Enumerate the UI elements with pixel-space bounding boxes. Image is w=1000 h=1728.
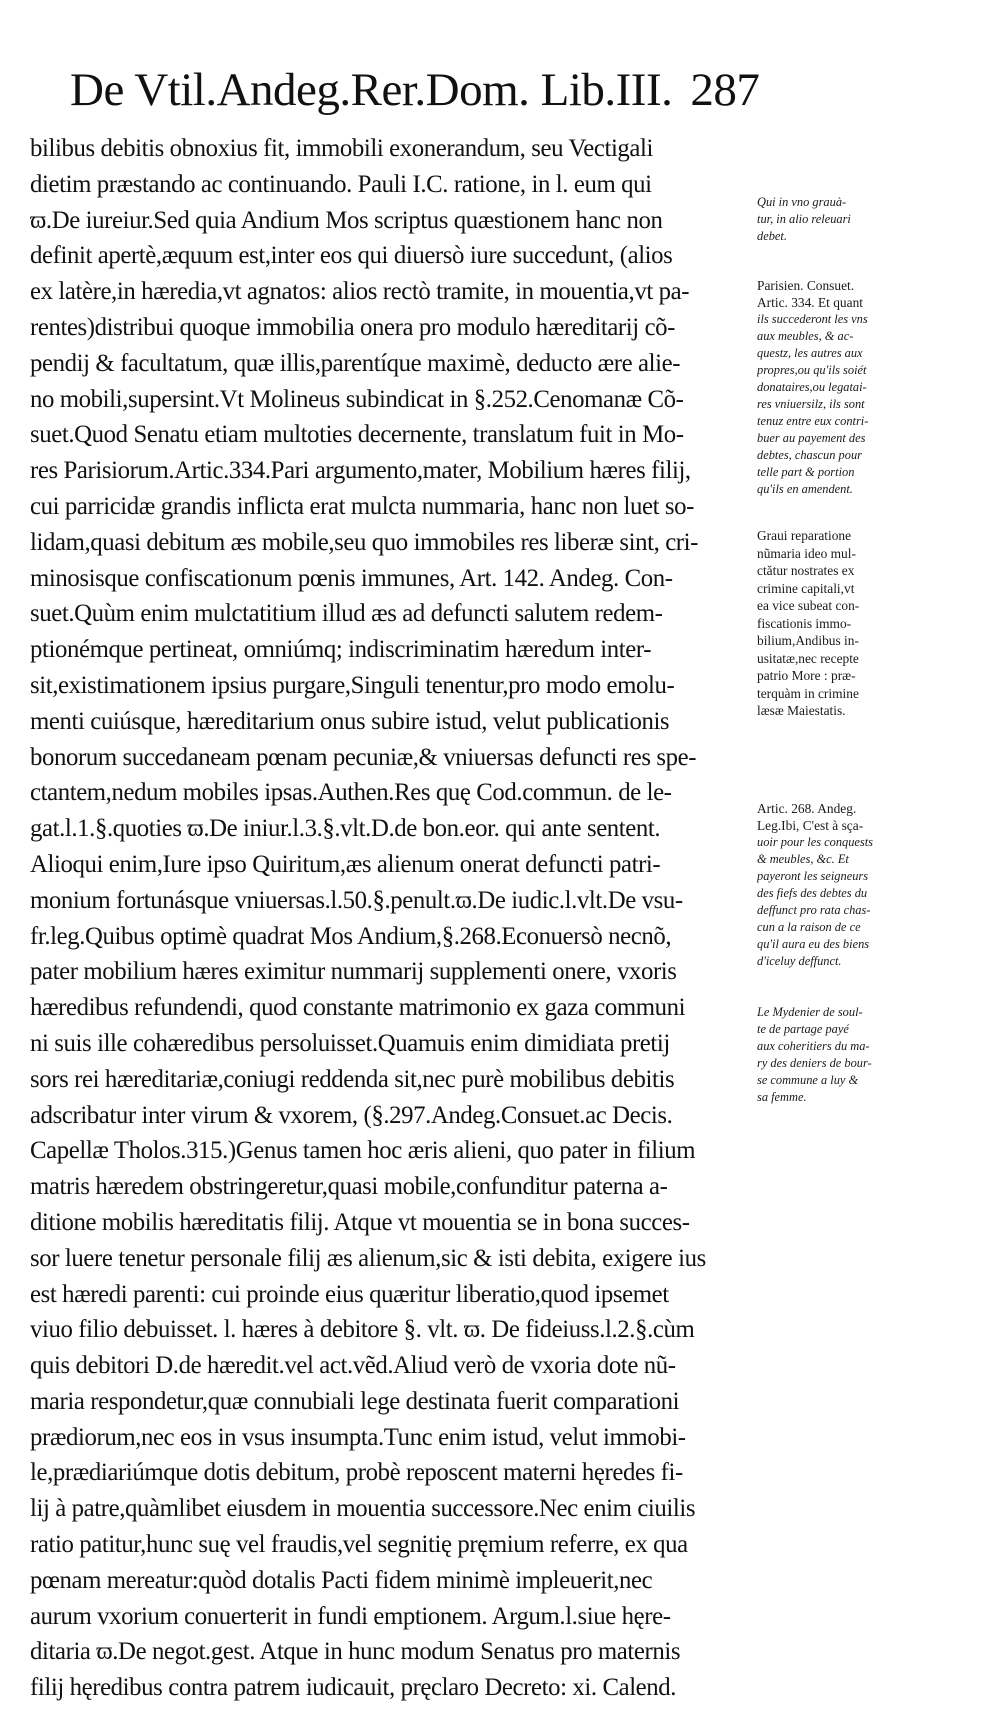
text-line: ditione mobilis hæreditatis filij. Atque vt mouentia se in bona succes- bbox=[30, 1208, 690, 1236]
text-line: gat.l.1.§.quoties ϖ.De iniur.l.3.§.vlt.D.de bon.eor. qui ante sentent. bbox=[30, 815, 661, 843]
text-line: pendij & facultatum, quæ illis,parentíque maximè, deducto ære alie- bbox=[30, 349, 681, 377]
marginal-note-line: terquàm in crimine bbox=[757, 685, 859, 701]
text-line: viuo filio debuisset. l. hæres à debitore §. vlt. ϖ. De fideiuss.l.2.§.cùm bbox=[30, 1316, 695, 1344]
marginal-note-line: læsæ Maiestatis. bbox=[757, 703, 846, 718]
marginal-note-line: buer au payement des bbox=[757, 431, 866, 445]
text-line: dietim præstando ac continuando. Pauli I.C. ratione, in l. eum qui bbox=[30, 170, 652, 198]
text-line: bilibus debitis obnoxius fit, immobili exonerandum, seu Vectigali bbox=[30, 135, 654, 162]
marginal-note-line: Parisien. Consuet. bbox=[757, 278, 855, 293]
marginal-note-line: se commune a luy & bbox=[757, 1073, 859, 1087]
marginal-note-line: te de partage payé bbox=[757, 1022, 849, 1036]
text-line: sor luere tenetur personale filij æs alienum,sic & isti debita, exigere ius bbox=[30, 1244, 706, 1272]
text-line: prædiorum,nec eos in vsus insumpta.Tunc enim istud, velut immobi- bbox=[30, 1423, 686, 1451]
marginal-note-line: ctătur nostrates ex bbox=[757, 563, 855, 578]
marginal-note-line: qu'ils en amendent. bbox=[757, 482, 853, 496]
text-line: minosisque confiscationum pœnis immunes, Art. 142. Andeg. Con- bbox=[30, 564, 673, 592]
marginal-note-line: deffunct pro rata chas- bbox=[757, 903, 871, 917]
text-line: maria respondetur,quæ connubiali lege destinata fuerit comparationi bbox=[30, 1387, 680, 1415]
text-line: ratio patitur,hunc suę vel fraudis,vel segnitię pręmium referre, ex qua bbox=[30, 1531, 688, 1559]
text-line: aurum vxorium conuerterit in fundi emptionem. Argum.l.siue hęre- bbox=[30, 1602, 671, 1630]
text-line: sors rei hæreditariæ,coniugi reddenda sit,nec purè mobilibus debitis bbox=[30, 1065, 675, 1093]
marginal-note-capital-crime bbox=[757, 527, 997, 720]
marginal-note-line: Qui in vno grauà- bbox=[757, 195, 847, 209]
text-line: le,prædiariúmque dotis debitum, probè reposcent materni hęredes fi- bbox=[30, 1459, 683, 1487]
marginal-note-line: debet. bbox=[757, 229, 787, 243]
marginal-note-line: Le Mydenier de soul- bbox=[757, 1005, 863, 1019]
text-line: ctantem,nedum mobiles ipsas.Authen.Res quę Cod.commun. de le- bbox=[30, 779, 672, 807]
marginal-note-line: Artic. 334. Et quant bbox=[757, 295, 863, 310]
text-line: ex latère,in hæredia,vt agnatos: alios rectò tramite, in mouentia,vt pa- bbox=[30, 278, 690, 306]
marginal-note-line: usitatæ,nec recepte bbox=[757, 650, 859, 666]
text-line: fr.leg.Quibus optimè quadrat Mos Andium,§.268.Econuersò necnõ, bbox=[30, 922, 672, 950]
text-line: sit,existimationem ipsius purgare,Singuli tenentur,pro modo emolu- bbox=[30, 671, 675, 699]
text-line: menti cuiúsque, hæreditarium onus subire istud, velut publicationis bbox=[30, 707, 670, 735]
text-line: rentes)distribui quoque immobilia onera pro modulo hæreditarij cõ- bbox=[30, 313, 676, 341]
marginal-note-paris-custom bbox=[757, 277, 997, 498]
text-line: lidam,quasi debitum æs mobile,seu quo immobiles res liberæ sint, cri- bbox=[30, 528, 699, 556]
text-line: ptionémque pertineat, omniúmq; indiscriminatim hæredum inter- bbox=[30, 636, 652, 664]
marginal-note-line: nũmaria ideo mul- bbox=[757, 545, 856, 561]
marginal-note-line: aux meubles, & ac- bbox=[757, 329, 854, 343]
marginal-note-line: cun a la raison de ce bbox=[757, 920, 861, 934]
text-line: lij à patre,quàmlibet eiusdem in mouentia successore.Nec enim ciuilis bbox=[30, 1495, 696, 1523]
page-number: 287 bbox=[690, 64, 760, 116]
marginal-note-line: sa femme. bbox=[757, 1090, 807, 1104]
marginal-note-partage bbox=[757, 1004, 997, 1106]
text-line: monium fortunásque vniuersas.l.50.§.penult.ϖ.De iudic.l.vlt.De vsu- bbox=[30, 886, 683, 914]
text-line: ditaria ϖ.De negot.gest. Atque in hunc modum Senatus pro maternis bbox=[30, 1638, 681, 1666]
marginal-note-line: ils succederont les vns bbox=[757, 312, 868, 326]
text-line: ni suis ille cohæredibus persoluisset.Quamuis enim dimidiata pretij bbox=[30, 1029, 670, 1057]
marginal-note-line: questz, les autres aux bbox=[757, 346, 863, 360]
marginal-note-line: ea vice subeat con- bbox=[757, 598, 860, 613]
marginal-note-line: fiscationis immo- bbox=[757, 615, 852, 631]
text-line: bonorum succedaneam pœnam pecuniæ,& vniuersas defuncti res spe- bbox=[30, 743, 697, 771]
text-line: Alioqui enim,Iure ipso Quiritum,æs alienum onerat defuncti patri- bbox=[30, 850, 661, 878]
marginal-note-line: crimine capitali,vt bbox=[757, 580, 855, 596]
main-text-block bbox=[30, 131, 755, 1706]
marginal-note-line: des fiefs des debtes du bbox=[757, 886, 868, 900]
marginal-note-line: Graui reparatione bbox=[757, 528, 852, 543]
text-line: definit apertè,æquum est,inter eos qui diuersò iure succedunt, (alios bbox=[30, 242, 673, 270]
text-line: hæredibus refundendi, quod constante matrimonio ex gaza communi bbox=[30, 994, 686, 1022]
marginal-note-line: uoir pour les conquests bbox=[757, 835, 873, 849]
marginal-note-line: tur, in alio releuari bbox=[757, 212, 851, 226]
text-line: pœnam mereatur:quòd dotalis Pacti fidem minimè impleuerit,nec bbox=[30, 1566, 653, 1594]
marginal-note-line: tenuz entre eux contri- bbox=[757, 414, 869, 428]
text-line: pater mobilium hæres eximitur nummarij supplementi onere, vxoris bbox=[30, 958, 677, 986]
marginal-note-line: Leg.Ibi, C'est à sça- bbox=[757, 818, 864, 833]
text-line: Capellæ Tholos.315.)Genus tamen hoc æris alieni, quo pater in filium bbox=[30, 1137, 696, 1165]
marginal-note-line: & meubles, &c. Et bbox=[757, 852, 849, 866]
text-line: est hæredi parenti: cui proinde eius quæritur liberatio,quod ipsemet bbox=[30, 1280, 669, 1308]
marginal-note-line: d'iceluy deffunct. bbox=[757, 954, 842, 968]
marginal-note-line: qu'il aura eu des biens bbox=[757, 937, 870, 951]
marginal-note-anjou-custom bbox=[757, 800, 997, 970]
text-line: no mobili,supersint.Vt Molineus subindicat in §.252.Cenomanæ Cõ- bbox=[30, 385, 684, 413]
text-line: suet.Quùm enim mulctatitium illud æs ad defuncti salutem redem- bbox=[30, 600, 663, 628]
marginal-note-line: patrio More : præ- bbox=[757, 668, 856, 683]
marginal-note-line: bilium,Andibus in- bbox=[757, 633, 859, 648]
marginal-note-line: telle part & portion bbox=[757, 465, 855, 479]
text-line: quis debitori D.de hæredit.vel act.vẽd.Aliud verò de vxoria dote nũ- bbox=[30, 1352, 676, 1380]
marginal-note-line: propres,ou qu'ils soiét bbox=[757, 363, 867, 377]
marginal-note-line: debtes, chascun pour bbox=[757, 448, 862, 462]
marginal-note-line: ry des deniers de bour- bbox=[757, 1056, 872, 1070]
running-title: De Vtil.Andeg.Rer.Dom. Lib.III. bbox=[70, 64, 673, 116]
marginal-note-oath bbox=[757, 194, 997, 245]
text-line: filij hęredibus contra patrem iudicauit, pręclaro Decreto: xi. Calend. bbox=[30, 1674, 677, 1702]
text-line: adscribatur inter virum & vxorem, (§.297.Andeg.Consuet.ac Decis. bbox=[30, 1101, 673, 1129]
text-line: ϖ.De iureiur.Sed quia Andium Mos scriptus quæstionem hanc non bbox=[30, 206, 663, 234]
text-line: matris hæredem obstringeretur,quasi mobile,confunditur paterna a- bbox=[30, 1173, 668, 1201]
marginal-note-line: res vniuersilz, ils sont bbox=[757, 397, 865, 411]
marginal-note-line: donataires,ou legatai- bbox=[757, 380, 867, 394]
marginal-note-line: payeront les seigneurs bbox=[757, 869, 869, 883]
text-line: suet.Quod Senatu etiam multoties decernente, translatum fuit in Mo- bbox=[30, 421, 684, 449]
text-line: cui parricidæ grandis inflicta erat mulcta nummaria, hanc non luet so- bbox=[30, 492, 695, 520]
marginal-note-line: Artic. 268. Andeg. bbox=[757, 801, 857, 816]
marginal-note-line: aux coheritiers du ma- bbox=[757, 1039, 870, 1053]
text-line: res Parisiorum.Artic.334.Pari argumento,mater, Mobilium hæres filij, bbox=[30, 457, 691, 485]
running-header bbox=[70, 62, 760, 118]
